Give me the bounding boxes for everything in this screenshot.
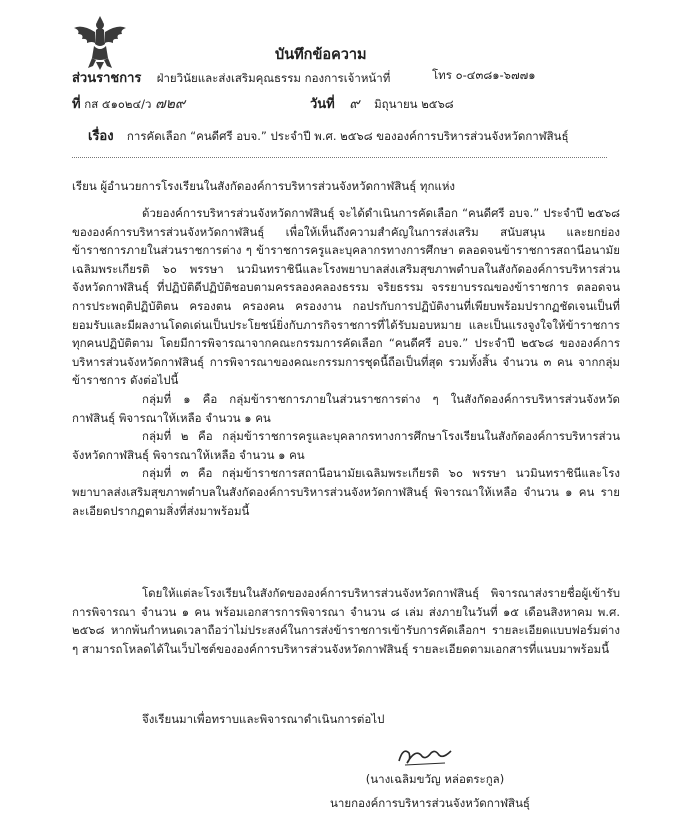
date-label: วันที่ — [310, 97, 335, 112]
signatory-position: นายกองค์การบริหารส่วนจังหวัดกาฬสินธุ์ — [330, 796, 530, 810]
group-1-item: กลุ่มที่ ๑ คือ กลุ่มข้าราชการภายในส่วนราชการต่าง ๆ ในสังกัดองค์การบริหารส่วนจังหวัดกาฬสินธุ์ พิจารณาให้เหลือ จำนวน ๑ คน — [72, 391, 620, 425]
reference-label: ที่ — [72, 97, 81, 112]
subject-row — [88, 125, 569, 146]
phone-row — [432, 67, 536, 85]
document-type-title: บันทึกข้อความ — [275, 47, 367, 63]
subject-label: เรื่อง — [88, 129, 114, 144]
header-divider — [72, 157, 607, 158]
reference-value: กส ๕๑๐๒๔/ว — [84, 97, 152, 111]
garuda-emblem-icon — [72, 14, 128, 72]
date-value: มิถุนายน ๒๕๖๘ — [374, 97, 454, 111]
group-3-item: กลุ่มที่ ๓ คือ กลุ่มข้าราชการสถานีอนามัยเฉลิมพระเกียรติ ๖๐ พรรษา นวมินทราชินีและโรงพยาบาลส่งเสริมสุขภาพตำบลในสังกัดองค์การบริหารส่วนจังหวัดกาฬสินธุ์ พิจารณาให้เหลือ จำนวน ๑ คน รายละเอียดปรากฏตามสิ่งที่ส่งมาพร้อมนี้ — [72, 466, 620, 518]
reference-handwritten-number: ๗๒๙ — [155, 96, 186, 112]
closing-line: จึงเรียนมาเพื่อทราบและพิจารณาดำเนินการต่อไป — [142, 712, 385, 726]
phone-value: ๐-๔๓๘๑-๖๗๗๑ — [455, 68, 536, 82]
paragraph-intro: ด้วยองค์การบริหารส่วนจังหวัดกาฬสินธุ์ จะได้ดำเนินการคัดเลือก “คนดีศรี อบจ.” ประจำปี ๒๕๖๘ ขององค์การบริหารส่วนจังหวัดกาฬสินธุ์ เพื่อให้เห็นถึงความสำคัญในการส่งเสริม สนับสนุน และยกย่องข้าราชการภายในส่วนราชการต่าง ๆ ข้าราชการครูและบุคลากรทางการศึกษา ตลอดจนข้าราชการสถานีอนามัยเฉลิมพระเกียรติ ๖๐ พรรษา นวมินทราชินีและโรงพยาบาลส่งเสริมสุขภาพตำบลในสังกัดองค์การบริหารส่วนจังหวัดกาฬสินธุ์ ที่ปฏิบัติดีปฏิบัติชอบตามครรลองคลองธรรม จริยธรรม จรรยาบรรณของข้าราชการ ตลอดจนการประพฤติปฏิบัติตน ครองตน ครองคน ครองงาน กอปรกับการปฏิบัติงานที่เพียบพร้อมปรากฏชัดเจนเป็นที่ยอมรับและมีผลงานโดดเด่นเป็นประโยชน์ยิ่งกับภารกิจราชการที่ได้รับมอบหมาย และเป็นแรงจูงใจให้ข้าราชการทุกคนปฏิบัติตาม โดยมีการพิจารณาจากคณะกรรมการคัดเลือก “คนดีศรี อบจ.” ประจำปี ๒๕๖๘ ขององค์การบริหารส่วนจังหวัดกาฬสินธุ์ การพิจารณาของคณะกรรมการชุดนี้ถือเป็นที่สุด รวมทั้งสิ้น จำนวน ๓ คน จากกลุ่มข้าราชการ ดังต่อไปนี้ — [72, 206, 620, 388]
main-paragraph-block — [72, 204, 620, 520]
subject-value: การคัดเลือก “คนดีศรี อบจ.” ประจำปี พ.ศ. ๒๕๖๘ ขององค์การบริหารส่วนจังหวัดกาฬสินธุ์ — [126, 129, 569, 143]
date-row — [310, 93, 454, 115]
paragraph-instructions: โดยให้แต่ละโรงเรียนในสังกัดขององค์การบริหารส่วนจังหวัดกาฬสินธุ์ พิจารณาส่งรายชื่อผู้เข้ารับการพิจารณา จำนวน ๑ คน พร้อมเอกสารการพิจารณา จำนวน ๘ เล่ม ส่งภายในวันที่ ๑๕ เดือนสิงหาคม พ.ศ. ๒๕๖๘ หากพ้นกำหนดเวลาถือว่าไม่ประสงค์ในการส่งข้าราชการเข้ารับการคัดเลือกฯ รายละเอียดแบบฟอร์มต่าง ๆ สามารถโหลดได้ในเว็บไซต์ขององค์การบริหารส่วนจังหวัดกาฬสินธุ์ รายละเอียดตามเอกสารที่แนบมาพร้อมนี้ — [72, 586, 620, 656]
handwritten-signature — [395, 743, 455, 768]
date-handwritten-day: ๙ — [349, 96, 360, 112]
reference-row — [72, 93, 185, 115]
agency-row — [72, 67, 390, 88]
agency-value: ฝ่ายวินัยและส่งเสริมคุณธรรม กองการเจ้าหน้าที่ — [156, 71, 391, 85]
group-2-item: กลุ่มที่ ๒ คือ กลุ่มข้าราชการครูและบุคลากรทางการศึกษาโรงเรียนในสังกัดองค์การบริหารส่วนจังหวัดกาฬสินธุ์ พิจารณาให้เหลือ จำนวน ๑ คน — [72, 429, 620, 462]
salutation: เรียน ผู้อำนวยการโรงเรียนในสังกัดองค์การบริหารส่วนจังหวัดกาฬสินธุ์ ทุกแห่ง — [72, 179, 456, 193]
agency-label: ส่วนราชการ — [72, 71, 142, 86]
signatory-name: (นางเฉลิมขวัญ หล่อตระกูล) — [365, 772, 505, 786]
phone-label: โทร — [432, 68, 452, 82]
